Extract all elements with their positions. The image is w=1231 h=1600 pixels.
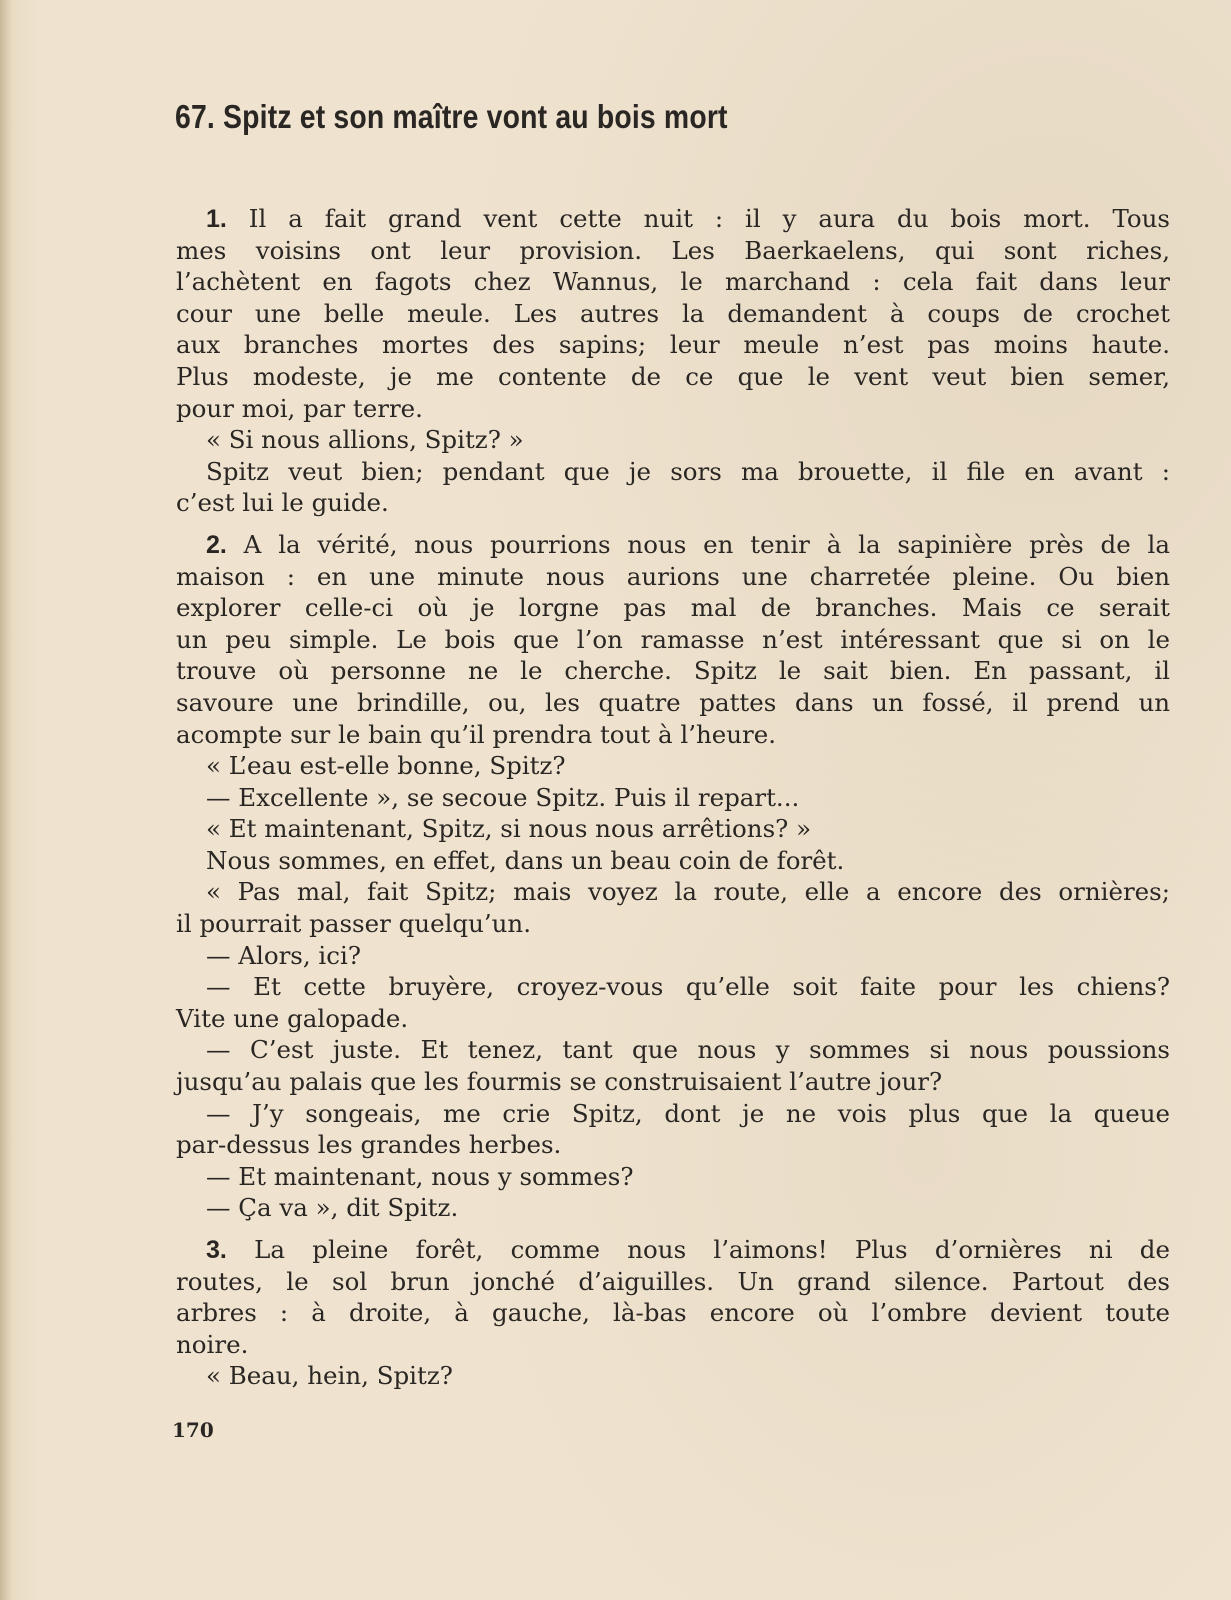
text-line: — J’y songeais, me crie Spitz, dont je ne vois plus que la queue [206, 1098, 1170, 1128]
text-line: — Alors, ici? [206, 940, 361, 970]
section-number: 1. [206, 205, 227, 233]
text-line: pour moi, par terre. [176, 393, 423, 423]
text-line: 2. A la vérité, nous pourrions nous en tenir à la sapinière près de la [206, 529, 1170, 559]
page-number: 170 [172, 1418, 214, 1442]
text-line: 1. Il a fait grand vent cette nuit : il y aura du bois mort. Tous [206, 204, 1170, 233]
text-line: Nous sommes, en effet, dans un beau coin de forêt. [206, 845, 845, 875]
text-line: jusqu’au palais que les fourmis se construisaient l’autre jour? [176, 1067, 943, 1097]
text-line: « Pas mal, fait Spitz; mais voyez la route, elle a encore des ornières; [206, 877, 1170, 907]
text-line: acompte sur le bain qu’il prendra tout à l’heure. [176, 719, 777, 749]
text-line: aux branches mortes des sapins; leur meule n’est pas moins haute. [176, 330, 1170, 360]
text-line: — Et maintenant, nous y sommes? [206, 1161, 634, 1191]
text-line: routes, le sol brun jonché d’aiguilles. Un grand silence. Partout des [176, 1266, 1170, 1296]
chapter-text [176, 203, 1170, 1392]
text-line: cour une belle meule. Les autres la demandent à coups de crochet [176, 298, 1170, 328]
text-line: « L’eau est-elle bonne, Spitz? [206, 751, 566, 781]
text-line: « Si nous allions, Spitz? » [206, 425, 524, 455]
text-line: explorer celle-ci où je lorgne pas mal de branches. Mais ce serait [176, 593, 1170, 623]
text-line: — Ça va », dit Spitz. [206, 1193, 459, 1223]
text-line: il pourrait passer quelqu’un. [176, 909, 531, 939]
chapter-title: 67. Spitz et son maître vont au bois mort [175, 98, 728, 135]
text-line: c’est lui le guide. [176, 488, 389, 518]
text-line: l’achètent en fagots chez Wannus, le marchand : cela fait dans leur [176, 267, 1170, 297]
text-line: « Beau, hein, Spitz? [206, 1361, 453, 1391]
text-line: un peu simple. Le bois que l’on ramasse n’est intéressant que si on le [176, 624, 1170, 654]
text-line: — Excellente », se secoue Spitz. Puis il repart... [206, 782, 800, 812]
text-line: « Et maintenant, Spitz, si nous nous arrêtions? » [206, 814, 812, 844]
text-line: trouve où personne ne le cherche. Spitz le sait bien. En passant, il [176, 656, 1170, 686]
text-line: noire. [176, 1329, 249, 1359]
text-line: 3. La pleine forêt, comme nous l’aimons! Plus d’ornières ni de [206, 1235, 1170, 1264]
text-line: savoure une brindille, ou, les quatre pattes dans un fossé, il prend un [176, 687, 1170, 717]
section-number: 3. [206, 1236, 227, 1264]
text-line: — Et cette bruyère, croyez-vous qu’elle soit faite pour les chiens? [206, 972, 1170, 1002]
text-line: par-dessus les grandes herbes. [176, 1130, 562, 1160]
section-number: 2. [206, 530, 227, 559]
text-line: maison : en une minute nous aurions une charretée pleine. Ou bien [176, 561, 1170, 591]
text-line: Plus modeste, je me contente de ce que le vent veut bien semer, [176, 361, 1170, 391]
text-line: mes voisins ont leur provision. Les Baerkaelens, qui sont riches, [176, 235, 1170, 265]
text-line: — C’est juste. Et tenez, tant que nous y sommes si nous poussions [206, 1035, 1170, 1065]
text-line: arbres : à droite, à gauche, là-bas encore où l’ombre devient toute [176, 1298, 1170, 1328]
binding-edge [0, 0, 10, 1600]
text-line: Vite une galopade. [176, 1003, 409, 1033]
text-line: Spitz veut bien; pendant que je sors ma brouette, il file en avant : [206, 456, 1170, 486]
